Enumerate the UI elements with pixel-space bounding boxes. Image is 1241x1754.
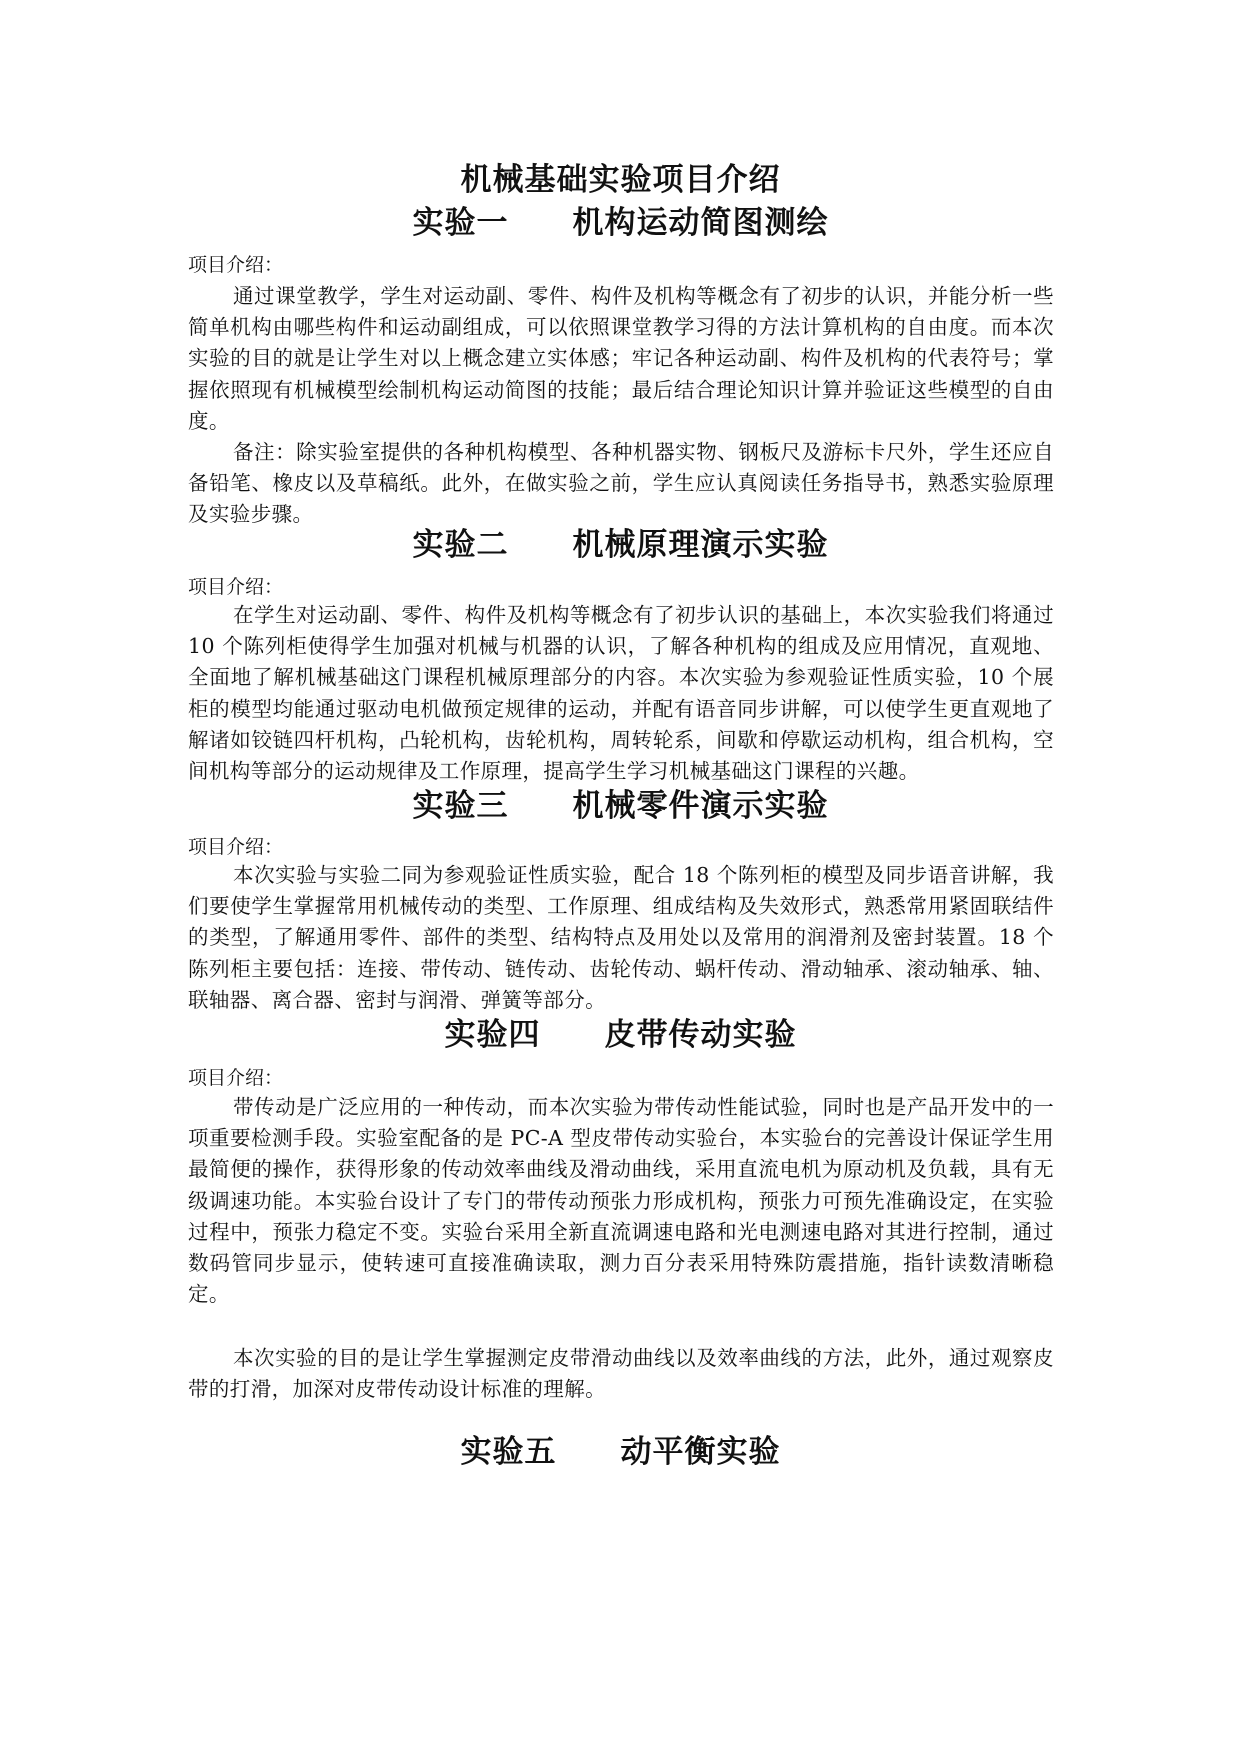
intro-label-2: 项目介绍： — [188, 576, 284, 598]
intro-label-1: 项目介绍： — [188, 254, 284, 276]
section-1-paragraph-1: 通过课堂教学，学生对运动副、零件、构件及机构等概念有了初步的认识，并能分析一些简单机构由哪些构件和运动副组成，可以依照课堂教学习得的方法计算机构的自由度。而本次实验的目的就是让学生对以上概念建立实体感；牢记各种运动副、构件及机构的代表符号；掌握依照现有机械模型绘制机构运动简图的技能；最后结合理论知识计算并验证这些模型的自由度。 — [188, 284, 1054, 433]
intro-label-3: 项目介绍： — [188, 836, 284, 858]
section-heading-1: 实验一 机构运动简图测绘 — [412, 205, 829, 241]
section-2-paragraph-1: 在学生对运动副、零件、构件及机构等概念有了初步认识的基础上，本次实验我们将通过 10 个陈列柜使得学生加强对机械与机器的认识，了解各种机构的组成及应用情况，直观地、全面地了解机械基础这门课程机械原理部分的内容。本次实验为参观验证性质实验，10 个展柜的模型均能通过驱动电机做预定规律的运动，并配有语音同步讲解，可以使学生更直观地了解诸如铰链四杆机构，凸轮机构，齿轮机构，周转轮系，间歇和停歇运动机构，组合机构，空间机构等部分的运动规律及工作原理，提高学生学习机械基础这门课程的兴趣。 — [188, 603, 1054, 784]
section-4-paragraph-2: 本次实验的目的是让学生掌握测定皮带滑动曲线以及效率曲线的方法，此外，通过观察皮带的打滑，加深对皮带传动设计标准的理解。 — [188, 1346, 1054, 1402]
document-title: 机械基础实验项目介绍 — [460, 162, 781, 198]
section-heading-2: 实验二 机械原理演示实验 — [412, 527, 829, 563]
section-heading-3: 实验三 机械零件演示实验 — [412, 788, 829, 824]
section-1-paragraph-2: 备注：除实验室提供的各种机构模型、各种机器实物、钢板尺及游标卡尺外，学生还应自备铅笔、橡皮以及草稿纸。此外，在做实验之前，学生应认真阅读任务指导书，熟悉实验原理及实验步骤。 — [188, 440, 1054, 527]
section-3-paragraph-1: 本次实验与实验二同为参观验证性质实验，配合 18 个陈列柜的模型及同步语音讲解，我们要使学生掌握常用机械传动的类型、工作原理、组成结构及失效形式，熟悉常用紧固联结件的类型，了解通用零件、部件的类型、结构特点及用处以及常用的润滑剂及密封装置。18 个陈列柜主要包括：连接、带传动、链传动、齿轮传动、蜗杆传动、滑动轴承、滚动轴承、轴、联轴器、离合器、密封与润滑、弹簧等部分。 — [188, 863, 1054, 1012]
intro-label-4: 项目介绍： — [188, 1067, 284, 1089]
section-heading-4: 实验四 皮带传动实验 — [444, 1017, 797, 1053]
section-heading-5: 实验五 动平衡实验 — [460, 1434, 781, 1470]
section-4-paragraph-1: 带传动是广泛应用的一种传动，而本次实验为带传动性能试验，同时也是产品开发中的一项重要检测手段。实验室配备的是 PC-A 型皮带传动实验台，本实验台的完善设计保证学生用最简便的操作，获得形象的传动效率曲线及滑动曲线，采用直流电机为原动机及负载，具有无级调速功能。本实验台设计了专门的带传动预张力形成机构，预张力可预先准确设定，在实验过程中，预张力稳定不变。实验台采用全新直流调速电路和光电测速电路对其进行控制，通过数码管同步显示，使转速可直接准确读取，测力百分表采用特殊防震措施，指针读数清晰稳定。 — [188, 1095, 1054, 1307]
